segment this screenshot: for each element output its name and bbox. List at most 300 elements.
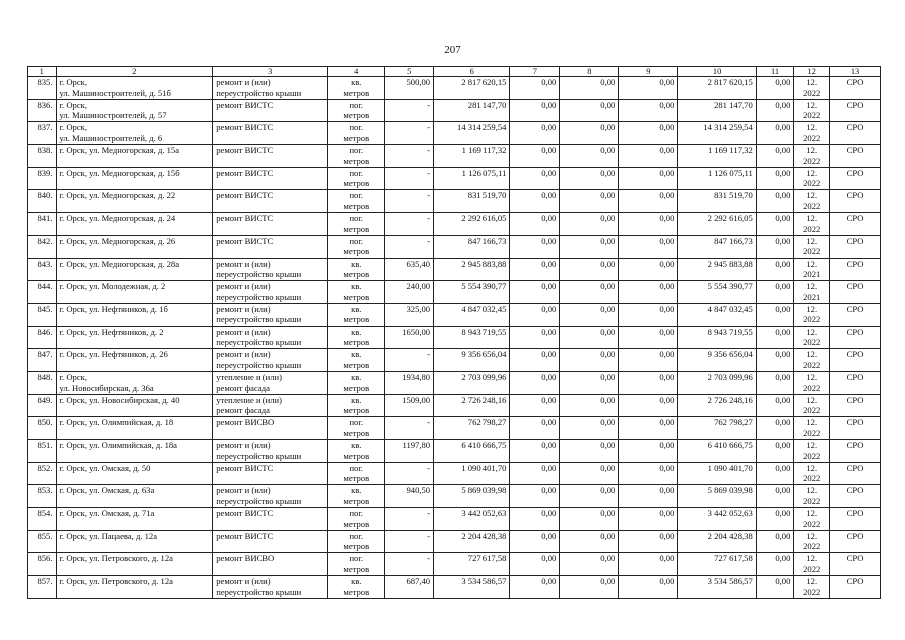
executor-cell: СРО: [830, 417, 881, 440]
table-row: [28, 576, 881, 599]
value-cell: 0,00: [560, 281, 619, 304]
total-cell: 2 703 099,96: [678, 371, 756, 394]
value-cell: 0,00: [619, 77, 678, 100]
unit-cell: кв. метров: [328, 394, 385, 417]
row-number: 841.: [28, 213, 57, 236]
value-cell: 0,00: [619, 122, 678, 145]
area-cell: -: [385, 145, 434, 168]
executor-cell: СРО: [830, 530, 881, 553]
value-cell: 0,00: [560, 485, 619, 508]
row-number: 848.: [28, 371, 57, 394]
row-number: 837.: [28, 122, 57, 145]
address-cell: г. Орск, ул. Нефтяников, д. 26: [56, 349, 213, 372]
value-cell: 0,00: [619, 440, 678, 463]
value-cell: 0,00: [619, 213, 678, 236]
area-cell: -: [385, 553, 434, 576]
term-cell: 12. 2022: [794, 485, 830, 508]
value-cell: 0,00: [560, 258, 619, 281]
cost-cell: 3 442 052,63: [434, 508, 510, 531]
term-cell: 12. 2022: [794, 326, 830, 349]
table-row: [28, 530, 881, 553]
cost-cell: 4 847 032,45: [434, 303, 510, 326]
work-type-cell: утепление и (или) ремонт фасада: [213, 394, 328, 417]
value-cell: 0,00: [756, 417, 794, 440]
address-cell: г. Орск, ул. Олимпийская, д. 18а: [56, 440, 213, 463]
row-number: 849.: [28, 394, 57, 417]
unit-cell: кв. метров: [328, 485, 385, 508]
column-header: 7: [510, 67, 560, 77]
cost-cell: 9 356 656,04: [434, 349, 510, 372]
row-number: 843.: [28, 258, 57, 281]
row-number: 846.: [28, 326, 57, 349]
total-cell: 3 534 586,57: [678, 576, 756, 599]
value-cell: 0,00: [756, 99, 794, 122]
term-cell: 12. 2022: [794, 190, 830, 213]
value-cell: 0,00: [756, 553, 794, 576]
unit-cell: пог. метров: [328, 462, 385, 485]
executor-cell: СРО: [830, 371, 881, 394]
executor-cell: СРО: [830, 122, 881, 145]
address-cell: г. Орск, ул. Молодежная, д. 2: [56, 281, 213, 304]
address-cell: г. Орск, ул. Петровского, д. 12а: [56, 553, 213, 576]
value-cell: 0,00: [560, 394, 619, 417]
unit-cell: кв. метров: [328, 440, 385, 463]
value-cell: 0,00: [560, 213, 619, 236]
unit-cell: пог. метров: [328, 99, 385, 122]
row-number: 842.: [28, 235, 57, 258]
table-row: [28, 462, 881, 485]
value-cell: 0,00: [560, 167, 619, 190]
value-cell: 0,00: [756, 394, 794, 417]
value-cell: 0,00: [756, 258, 794, 281]
value-cell: 0,00: [619, 167, 678, 190]
row-number: 840.: [28, 190, 57, 213]
cost-cell: 831 519,70: [434, 190, 510, 213]
value-cell: 0,00: [510, 530, 560, 553]
total-cell: 8 943 719,55: [678, 326, 756, 349]
cost-cell: 2 204 428,38: [434, 530, 510, 553]
work-type-cell: ремонт и (или) переустройство крыши: [213, 485, 328, 508]
table-row: [28, 394, 881, 417]
total-cell: 2 292 616,05: [678, 213, 756, 236]
column-header: 11: [756, 67, 794, 77]
total-cell: 2 204 428,38: [678, 530, 756, 553]
cost-cell: 5 869 039,98: [434, 485, 510, 508]
work-type-cell: ремонт ВИСТС: [213, 235, 328, 258]
value-cell: 0,00: [560, 553, 619, 576]
value-cell: 0,00: [510, 145, 560, 168]
value-cell: 0,00: [756, 145, 794, 168]
value-cell: 0,00: [619, 190, 678, 213]
cost-cell: 14 314 259,54: [434, 122, 510, 145]
executor-cell: СРО: [830, 167, 881, 190]
value-cell: 0,00: [560, 145, 619, 168]
value-cell: 0,00: [619, 281, 678, 304]
row-number: 838.: [28, 145, 57, 168]
value-cell: 0,00: [510, 576, 560, 599]
value-cell: 0,00: [510, 99, 560, 122]
value-cell: 0,00: [560, 303, 619, 326]
value-cell: 0,00: [510, 553, 560, 576]
unit-cell: кв. метров: [328, 77, 385, 100]
cost-cell: 281 147,70: [434, 99, 510, 122]
table-row: [28, 485, 881, 508]
row-number: 836.: [28, 99, 57, 122]
unit-cell: пог. метров: [328, 190, 385, 213]
address-cell: г. Орск, ул. Медногорская, д. 22: [56, 190, 213, 213]
work-type-cell: ремонт ВИСТС: [213, 122, 328, 145]
row-number: 855.: [28, 530, 57, 553]
work-type-cell: ремонт ВИСТС: [213, 99, 328, 122]
total-cell: 6 410 666,75: [678, 440, 756, 463]
unit-cell: пог. метров: [328, 417, 385, 440]
value-cell: 0,00: [619, 235, 678, 258]
value-cell: 0,00: [756, 235, 794, 258]
value-cell: 0,00: [510, 258, 560, 281]
address-cell: г. Орск, ул. Пацаева, д. 12а: [56, 530, 213, 553]
cost-cell: 762 798,27: [434, 417, 510, 440]
total-cell: 281 147,70: [678, 99, 756, 122]
total-cell: 4 847 032,45: [678, 303, 756, 326]
area-cell: -: [385, 235, 434, 258]
value-cell: 0,00: [560, 122, 619, 145]
work-type-cell: ремонт и (или) переустройство крыши: [213, 303, 328, 326]
cost-cell: 1 090 401,70: [434, 462, 510, 485]
table-row: [28, 213, 881, 236]
table-row: [28, 440, 881, 463]
area-cell: 1197,80: [385, 440, 434, 463]
work-type-cell: ремонт и (или) переустройство крыши: [213, 281, 328, 304]
row-number: 844.: [28, 281, 57, 304]
address-cell: г. Орск, ул. Олимпийская, д. 18: [56, 417, 213, 440]
table-row: [28, 145, 881, 168]
value-cell: 0,00: [560, 235, 619, 258]
value-cell: 0,00: [756, 576, 794, 599]
value-cell: 0,00: [619, 349, 678, 372]
value-cell: 0,00: [560, 417, 619, 440]
column-header: 8: [560, 67, 619, 77]
executor-cell: СРО: [830, 213, 881, 236]
value-cell: 0,00: [510, 371, 560, 394]
table-row: [28, 326, 881, 349]
value-cell: 0,00: [560, 508, 619, 531]
address-cell: г. Орск, ул. Новосибирская, д. 40: [56, 394, 213, 417]
area-cell: 635,40: [385, 258, 434, 281]
row-number: 856.: [28, 553, 57, 576]
address-cell: г. Орск, ул. Нефтяников, д. 2: [56, 326, 213, 349]
executor-cell: СРО: [830, 349, 881, 372]
table-row: [28, 122, 881, 145]
area-cell: -: [385, 122, 434, 145]
work-type-cell: ремонт ВИСТС: [213, 145, 328, 168]
total-cell: 1 169 117,32: [678, 145, 756, 168]
address-cell: г. Орск, ул. Машиностроителей, д. 51б: [56, 77, 213, 100]
value-cell: 0,00: [560, 462, 619, 485]
table-row: [28, 167, 881, 190]
value-cell: 0,00: [756, 281, 794, 304]
cost-cell: 2 726 248,16: [434, 394, 510, 417]
term-cell: 12. 2022: [794, 235, 830, 258]
area-cell: -: [385, 508, 434, 531]
executor-cell: СРО: [830, 258, 881, 281]
term-cell: 12. 2022: [794, 417, 830, 440]
column-header: 2: [56, 67, 213, 77]
value-cell: 0,00: [560, 326, 619, 349]
total-cell: 847 166,73: [678, 235, 756, 258]
value-cell: 0,00: [619, 508, 678, 531]
work-type-cell: ремонт ВИСТС: [213, 462, 328, 485]
executor-cell: СРО: [830, 235, 881, 258]
value-cell: 0,00: [560, 190, 619, 213]
work-type-cell: ремонт и (или) переустройство крыши: [213, 326, 328, 349]
value-cell: 0,00: [510, 349, 560, 372]
column-header: 5: [385, 67, 434, 77]
value-cell: 0,00: [510, 440, 560, 463]
area-cell: 240,00: [385, 281, 434, 304]
unit-cell: кв. метров: [328, 303, 385, 326]
table-row: [28, 99, 881, 122]
column-header: 9: [619, 67, 678, 77]
address-cell: г. Орск, ул. Машиностроителей, д. 57: [56, 99, 213, 122]
column-header: 13: [830, 67, 881, 77]
value-cell: 0,00: [510, 167, 560, 190]
row-number: 835.: [28, 77, 57, 100]
work-type-cell: ремонт и (или) переустройство крыши: [213, 576, 328, 599]
table-row: [28, 303, 881, 326]
term-cell: 12. 2022: [794, 530, 830, 553]
value-cell: 0,00: [756, 122, 794, 145]
address-cell: г. Орск, ул. Новосибирская, д. 36а: [56, 371, 213, 394]
area-cell: 687,40: [385, 576, 434, 599]
work-type-cell: ремонт ВИСТС: [213, 190, 328, 213]
value-cell: 0,00: [619, 576, 678, 599]
executor-cell: СРО: [830, 553, 881, 576]
cost-cell: 3 534 586,57: [434, 576, 510, 599]
area-cell: -: [385, 167, 434, 190]
row-number: 852.: [28, 462, 57, 485]
column-header: 4: [328, 67, 385, 77]
executor-cell: СРО: [830, 508, 881, 531]
total-cell: 3 442 052,63: [678, 508, 756, 531]
work-type-cell: ремонт и (или) переустройство крыши: [213, 258, 328, 281]
unit-cell: пог. метров: [328, 167, 385, 190]
term-cell: 12. 2022: [794, 167, 830, 190]
column-header: 1: [28, 67, 57, 77]
value-cell: 0,00: [619, 145, 678, 168]
term-cell: 12. 2022: [794, 145, 830, 168]
executor-cell: СРО: [830, 145, 881, 168]
value-cell: 0,00: [560, 576, 619, 599]
total-cell: 5 869 039,98: [678, 485, 756, 508]
work-type-cell: ремонт ВИСТС: [213, 508, 328, 531]
table-row: [28, 553, 881, 576]
value-cell: 0,00: [510, 122, 560, 145]
value-cell: 0,00: [510, 281, 560, 304]
executor-cell: СРО: [830, 576, 881, 599]
value-cell: 0,00: [619, 394, 678, 417]
table-row: [28, 417, 881, 440]
table-row: [28, 235, 881, 258]
row-number: 850.: [28, 417, 57, 440]
executor-cell: СРО: [830, 462, 881, 485]
area-cell: -: [385, 349, 434, 372]
address-cell: г. Орск, ул. Медногорская, д. 26: [56, 235, 213, 258]
work-type-cell: ремонт ВИСТС: [213, 530, 328, 553]
value-cell: 0,00: [756, 440, 794, 463]
total-cell: 2 817 620,15: [678, 77, 756, 100]
address-cell: г. Орск, ул. Омская, д. 50: [56, 462, 213, 485]
area-cell: -: [385, 190, 434, 213]
unit-cell: кв. метров: [328, 576, 385, 599]
row-number: 839.: [28, 167, 57, 190]
value-cell: 0,00: [619, 417, 678, 440]
address-cell: г. Орск, ул. Машиностроителей, д. 6: [56, 122, 213, 145]
column-header: 10: [678, 67, 756, 77]
unit-cell: кв. метров: [328, 281, 385, 304]
executor-cell: СРО: [830, 440, 881, 463]
row-number: 857.: [28, 576, 57, 599]
total-cell: 831 519,70: [678, 190, 756, 213]
work-type-cell: ремонт и (или) переустройство крыши: [213, 77, 328, 100]
unit-cell: кв. метров: [328, 258, 385, 281]
value-cell: 0,00: [756, 77, 794, 100]
value-cell: 0,00: [756, 326, 794, 349]
cost-cell: 5 554 390,77: [434, 281, 510, 304]
value-cell: 0,00: [560, 371, 619, 394]
value-cell: 0,00: [756, 485, 794, 508]
address-cell: г. Орск, ул. Медногорская, д. 15б: [56, 167, 213, 190]
table-body: [28, 77, 881, 599]
table-row: [28, 371, 881, 394]
address-cell: г. Орск, ул. Медногорская, д. 24: [56, 213, 213, 236]
term-cell: 12. 2022: [794, 77, 830, 100]
total-cell: 1 126 075,11: [678, 167, 756, 190]
term-cell: 12. 2022: [794, 440, 830, 463]
term-cell: 12. 2021: [794, 281, 830, 304]
repair-program-table: [27, 66, 881, 599]
cost-cell: 1 126 075,11: [434, 167, 510, 190]
area-cell: 325,00: [385, 303, 434, 326]
executor-cell: СРО: [830, 303, 881, 326]
row-number: 847.: [28, 349, 57, 372]
cost-cell: 8 943 719,55: [434, 326, 510, 349]
term-cell: 12. 2022: [794, 303, 830, 326]
value-cell: 0,00: [510, 326, 560, 349]
cost-cell: 2 945 883,88: [434, 258, 510, 281]
table-row: [28, 281, 881, 304]
address-cell: г. Орск, ул. Нефтяников, д. 1б: [56, 303, 213, 326]
unit-cell: кв. метров: [328, 349, 385, 372]
value-cell: 0,00: [510, 213, 560, 236]
column-header: 12: [794, 67, 830, 77]
executor-cell: СРО: [830, 394, 881, 417]
term-cell: 12. 2022: [794, 371, 830, 394]
work-type-cell: ремонт и (или) переустройство крыши: [213, 349, 328, 372]
term-cell: 12. 2022: [794, 462, 830, 485]
value-cell: 0,00: [510, 417, 560, 440]
cost-cell: 2 817 620,15: [434, 77, 510, 100]
total-cell: 1 090 401,70: [678, 462, 756, 485]
value-cell: 0,00: [619, 303, 678, 326]
value-cell: 0,00: [619, 99, 678, 122]
area-cell: -: [385, 99, 434, 122]
value-cell: 0,00: [560, 99, 619, 122]
value-cell: 0,00: [560, 530, 619, 553]
table-row: [28, 77, 881, 100]
value-cell: 0,00: [756, 508, 794, 531]
cost-cell: 2 292 616,05: [434, 213, 510, 236]
area-cell: -: [385, 530, 434, 553]
total-cell: 2 726 248,16: [678, 394, 756, 417]
area-cell: 1934,80: [385, 371, 434, 394]
row-number: 854.: [28, 508, 57, 531]
value-cell: 0,00: [510, 508, 560, 531]
value-cell: 0,00: [756, 371, 794, 394]
value-cell: 0,00: [756, 303, 794, 326]
total-cell: 14 314 259,54: [678, 122, 756, 145]
work-type-cell: ремонт и (или) переустройство крыши: [213, 440, 328, 463]
row-number: 851.: [28, 440, 57, 463]
area-cell: 1650,00: [385, 326, 434, 349]
value-cell: 0,00: [756, 530, 794, 553]
work-type-cell: утепление и (или) ремонт фасада: [213, 371, 328, 394]
total-cell: 762 798,27: [678, 417, 756, 440]
column-header: 3: [213, 67, 328, 77]
value-cell: 0,00: [619, 371, 678, 394]
area-cell: -: [385, 213, 434, 236]
value-cell: 0,00: [510, 303, 560, 326]
value-cell: 0,00: [510, 190, 560, 213]
value-cell: 0,00: [510, 235, 560, 258]
unit-cell: пог. метров: [328, 508, 385, 531]
term-cell: 12. 2022: [794, 508, 830, 531]
unit-cell: пог. метров: [328, 553, 385, 576]
term-cell: 12. 2022: [794, 553, 830, 576]
executor-cell: СРО: [830, 99, 881, 122]
term-cell: 12. 2022: [794, 576, 830, 599]
executor-cell: СРО: [830, 77, 881, 100]
table-row: [28, 258, 881, 281]
term-cell: 12. 2022: [794, 394, 830, 417]
value-cell: 0,00: [560, 349, 619, 372]
value-cell: 0,00: [756, 167, 794, 190]
area-cell: -: [385, 462, 434, 485]
address-cell: г. Орск, ул. Медногорская, д. 28а: [56, 258, 213, 281]
value-cell: 0,00: [619, 258, 678, 281]
value-cell: 0,00: [510, 394, 560, 417]
table-row: [28, 190, 881, 213]
cost-cell: 6 410 666,75: [434, 440, 510, 463]
address-cell: г. Орск, ул. Петровского, д. 12а: [56, 576, 213, 599]
address-cell: г. Орск, ул. Омская, д. 71а: [56, 508, 213, 531]
executor-cell: СРО: [830, 485, 881, 508]
column-header: 6: [434, 67, 510, 77]
area-cell: 500,00: [385, 77, 434, 100]
area-cell: 1509,00: [385, 394, 434, 417]
work-type-cell: ремонт ВИСВО: [213, 417, 328, 440]
row-number: 845.: [28, 303, 57, 326]
value-cell: 0,00: [560, 77, 619, 100]
value-cell: 0,00: [619, 462, 678, 485]
value-cell: 0,00: [756, 349, 794, 372]
unit-cell: кв. метров: [328, 326, 385, 349]
total-cell: 2 945 883,88: [678, 258, 756, 281]
unit-cell: кв. метров: [328, 371, 385, 394]
row-number: 853.: [28, 485, 57, 508]
executor-cell: СРО: [830, 281, 881, 304]
address-cell: г. Орск, ул. Медногорская, д. 15а: [56, 145, 213, 168]
value-cell: 0,00: [510, 77, 560, 100]
